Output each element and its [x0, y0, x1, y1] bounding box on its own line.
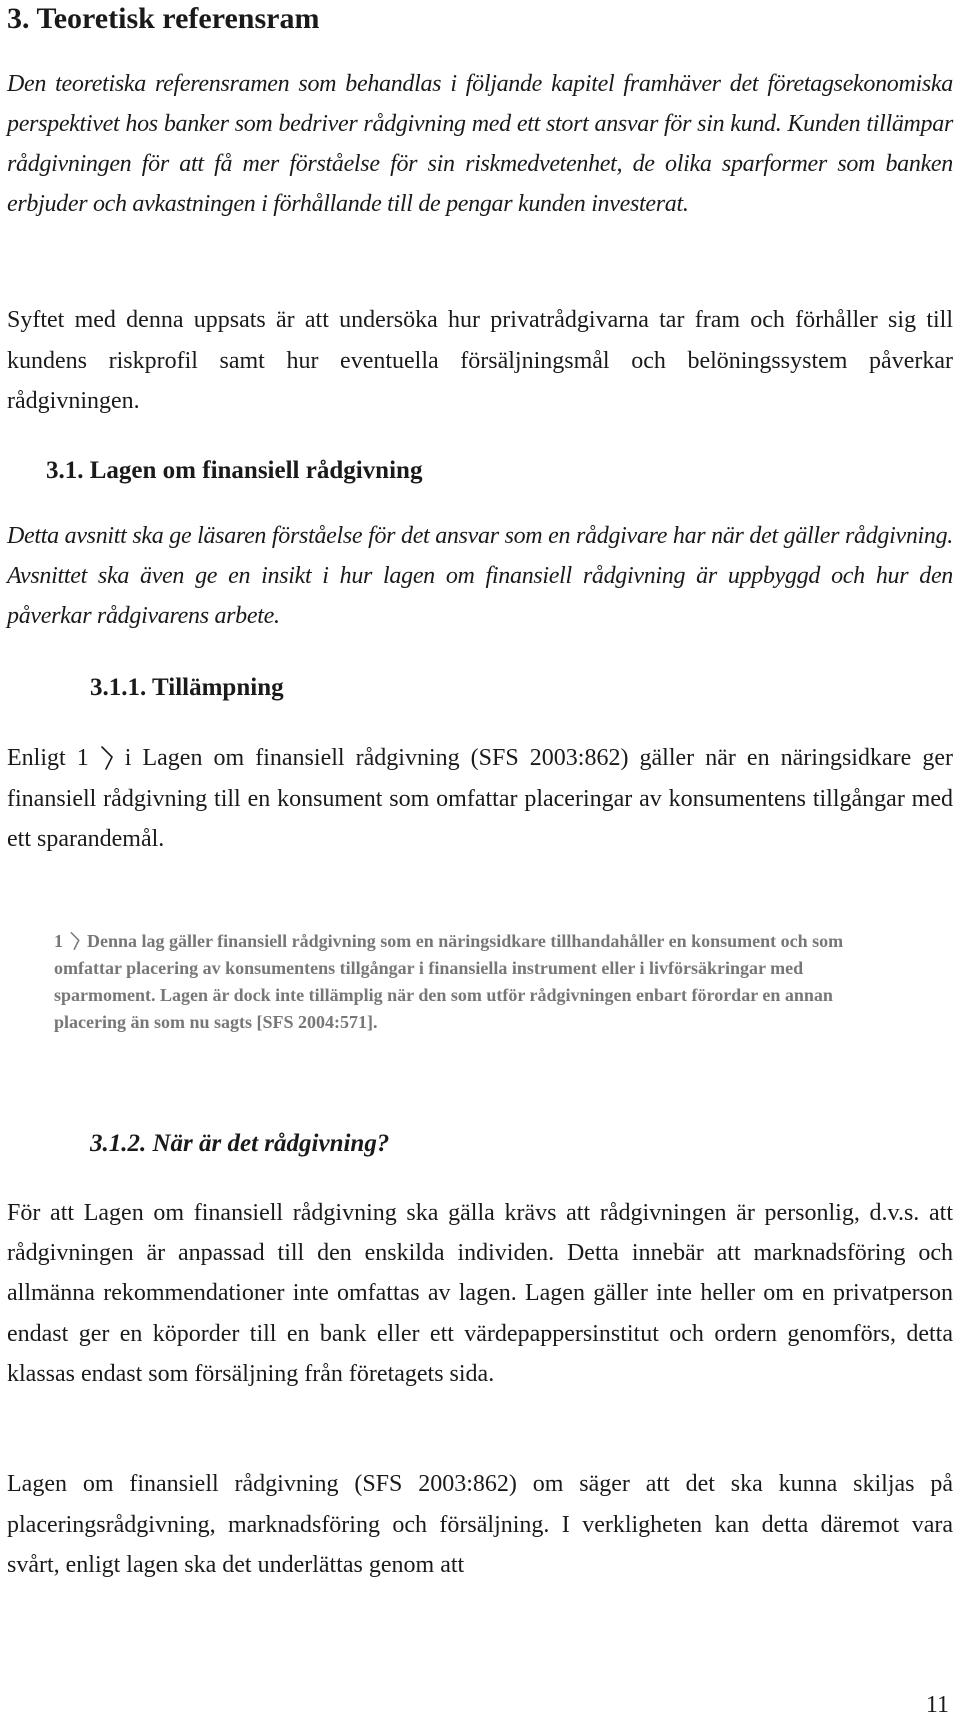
- purpose-paragraph: Syftet med denna uppsats är att undersöka hur privatrådgivarna tar fram och förhåller sig till kundens riskprofil samt hur eventuella försäljningsmål och belöningssystem påverkar rådgivningen.: [7, 307, 953, 414]
- chapter-intro-paragraph: Den teoretiska referensramen som behandlas i följande kapitel framhäver det företagsekonomiska perspektivet hos banker som bedriver rådgivning med ett stort ansvar för sin kund. Kunden tillämpar rådgivningen för att få mer förståelse för sin riskmedvetenhet, de olika sparformer som banken erbjuder och avkastningen i förhållande till de pengar kunden investerat.: [7, 71, 953, 217]
- section-intro-paragraph: Detta avsnitt ska ge läsaren förståelse för det ansvar som en rådgivare har när det gäller rådgivning. Avsnittet ska även ge en insikt i hur lagen om finansiell rådgivning är uppbyggd och hur den påverkar rådgivarens arbete.: [7, 523, 953, 629]
- final-paragraph: Lagen om finansiell rådgivning (SFS 2003:862) om säger att det ska kunna skiljas på placeringsrådgivning, marknadsföring och försäljning. I verkligheten kan detta däremot vara svårt, enligt lagen ska det underlättas genom att: [7, 1471, 953, 1578]
- section-sign-icon: [99, 745, 115, 771]
- section-heading: 3.1. Lagen om finansiell rådgivning: [46, 457, 423, 484]
- footnote-text: Denna lag gäller finansiell rådgivning som en näringsidkare tillhandahåller en konsument och som omfattar placering av konsumentens tillgångar i finansiella instrument eller i livförsäkringar med sparmoment. Lagen är dock inte tillämplig när den som utför rådgivningen enbart förordar en annan placering än som nu sagts [SFS 2004:571].: [54, 931, 844, 1032]
- section-sign-icon: [69, 931, 81, 951]
- chapter-heading: 3. Teoretisk referensram: [7, 2, 320, 35]
- footnote-number: 1: [54, 931, 63, 951]
- application-text-start: Enligt 1: [7, 745, 89, 771]
- footnote: [54, 928, 854, 1036]
- page-number: 11: [925, 1692, 949, 1718]
- when-paragraph: För att Lagen om finansiell rådgivning ska gälla krävs att rådgivningen är personlig, d.v.s. att rådgivningen är anpassad till den enskilda individen. Detta innebär att marknadsföring och allmänna rekommendationer inte omfattas av lagen. Lagen gäller inte heller om en privatperson endast ger en köporder till en bank eller ett värdepappersinstitut och ordern genomförs, detta klassas endast som försäljning från företagets sida.: [7, 1200, 953, 1387]
- application-paragraph: [7, 738, 953, 860]
- application-text-rest: i Lagen om finansiell rådgivning (SFS 2003:862) gäller när en näringsidkare ger finansiell rådgivning till en konsument som omfattar placeringar av konsumentens tillgångar med ett sparandemål.: [7, 745, 953, 852]
- subsection-heading-when: 3.1.2. När är det rådgivning?: [90, 1130, 390, 1157]
- subsection-heading-application: 3.1.1. Tillämpning: [90, 674, 284, 701]
